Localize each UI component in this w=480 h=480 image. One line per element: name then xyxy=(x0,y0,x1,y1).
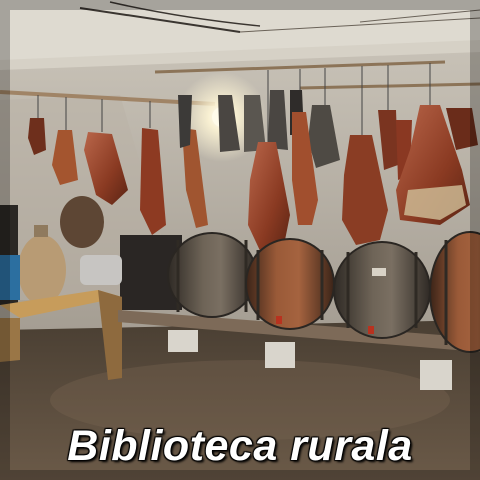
barrel xyxy=(168,233,256,317)
barrel xyxy=(246,239,334,329)
barrel xyxy=(334,242,430,338)
caption-text: Biblioteca rurala xyxy=(67,422,413,470)
